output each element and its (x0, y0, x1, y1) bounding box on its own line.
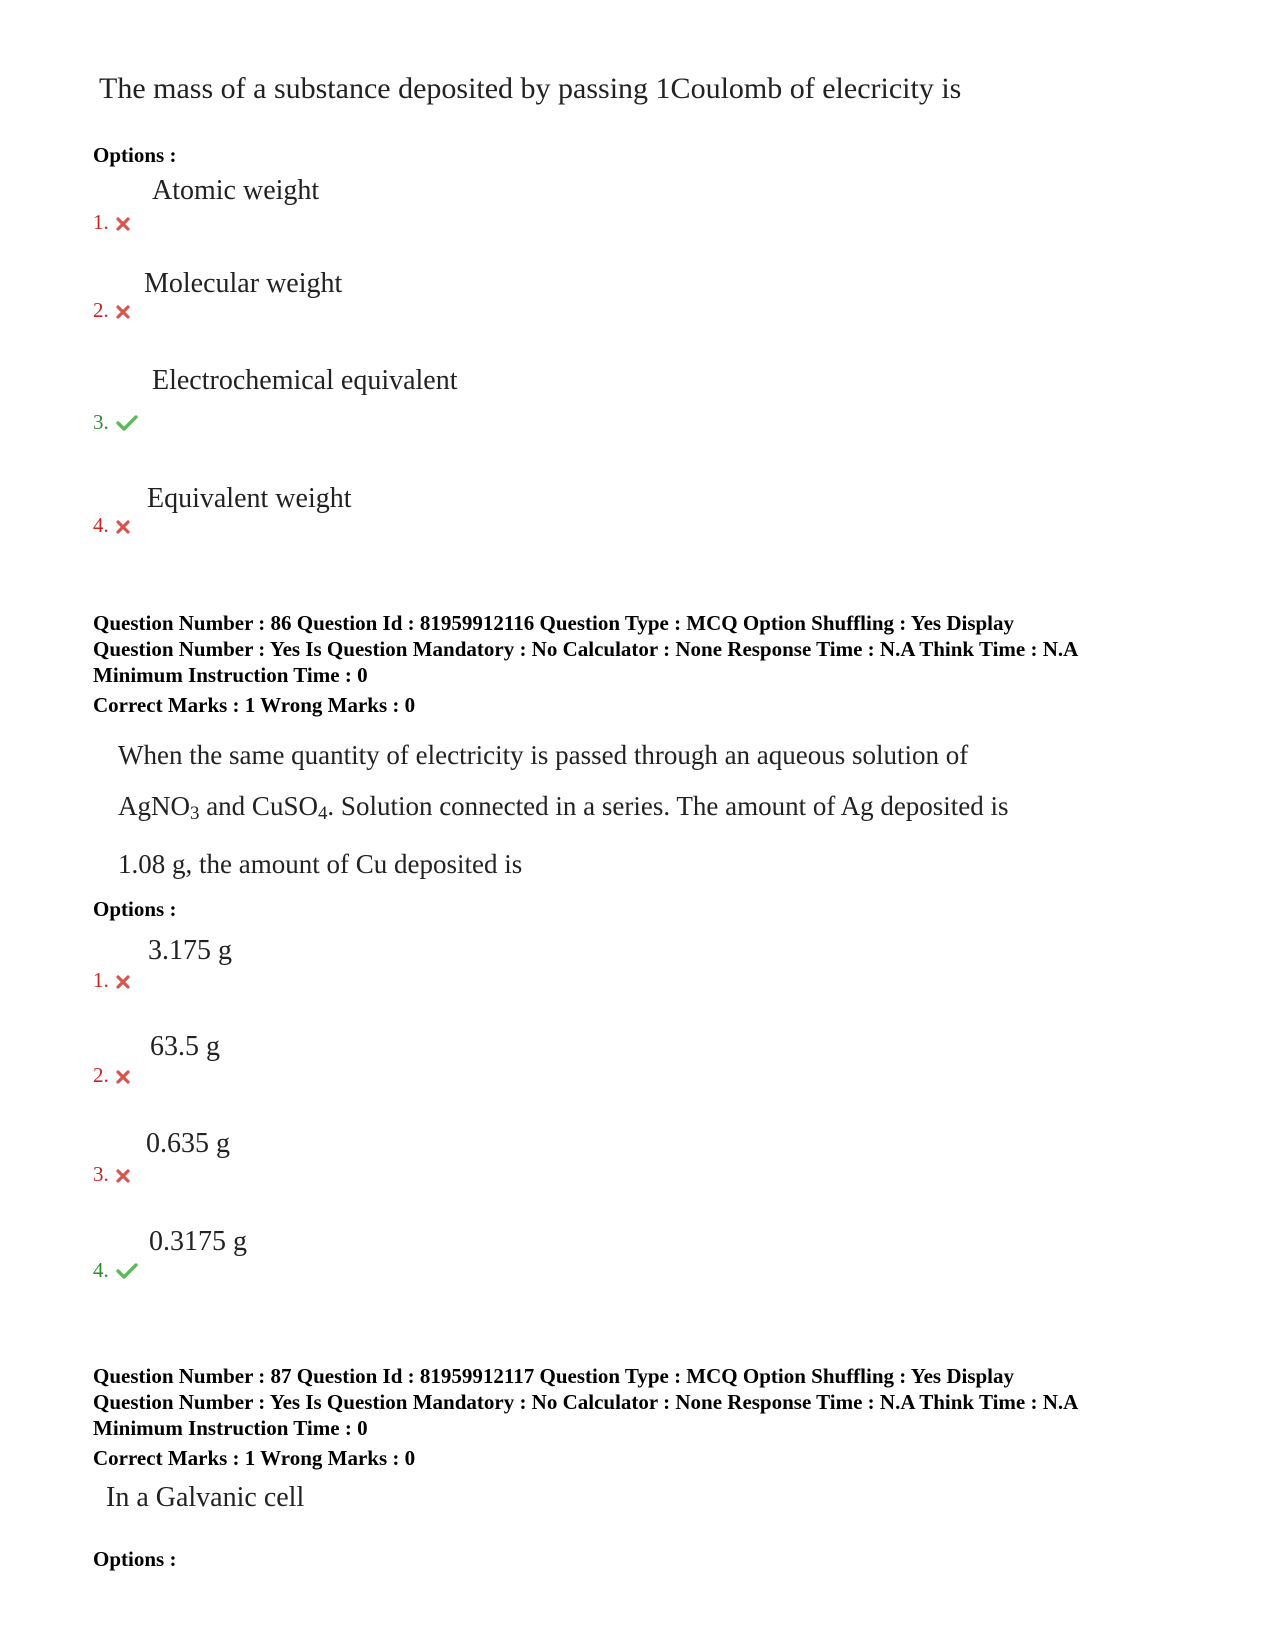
q87-meta-line-1: Question Number : 87 Question Id : 81959912117 Question Type : MCQ Option Shuffling : Yes Display (93, 1364, 1015, 1388)
q85-option-1-text: Atomic weight (152, 175, 320, 206)
q86-question-text (118, 730, 1118, 890)
q86-meta (93, 610, 1193, 688)
q86-option-3-text: 0.635 g (146, 1128, 230, 1159)
option-number: 4. (93, 513, 109, 537)
q86-meta-line-1: Question Number : 86 Question Id : 81959912116 Question Type : MCQ Option Shuffling : Yes Display (93, 611, 1015, 635)
q86-question-line-2: AgNO$_3$ and CuSO$_4$. Solution connected in a series. The amount of Ag deposited is (118, 791, 1009, 824)
q86-option-4-text: 0.3175 g (149, 1226, 247, 1257)
q86-options-label: Options : (93, 897, 177, 921)
q86-option-1 (93, 968, 130, 995)
q85-option-1 (93, 210, 130, 237)
wrong-cross-icon (116, 300, 130, 325)
q87-meta-line-3: Minimum Instruction Time : 0 (93, 1416, 368, 1440)
q85-question-text: The mass of a substance deposited by passing 1Coulomb of elecricity is (99, 72, 962, 105)
correct-check-icon (116, 1260, 138, 1285)
q86-marks: Correct Marks : 1 Wrong Marks : 0 (93, 693, 416, 717)
q87-meta (93, 1363, 1193, 1441)
q86-option-3 (93, 1162, 130, 1189)
q86-option-2-text: 63.5 g (150, 1031, 220, 1062)
wrong-cross-icon (116, 970, 130, 995)
option-number: 4. (93, 1258, 109, 1282)
option-number: 1. (93, 968, 109, 992)
q85-option-3-text: Electrochemical equivalent (152, 365, 458, 396)
option-number: 3. (93, 410, 109, 434)
q86-option-2 (93, 1063, 130, 1090)
wrong-cross-icon (116, 1065, 130, 1090)
option-number: 2. (93, 1063, 109, 1087)
correct-check-icon (116, 412, 138, 437)
option-number: 2. (93, 298, 109, 322)
q85-option-2-text: Molecular weight (144, 268, 343, 299)
q87-question-text: In a Galvanic cell (106, 1482, 305, 1513)
q86-meta-line-3: Minimum Instruction Time : 0 (93, 663, 368, 687)
q86-option-4 (93, 1258, 138, 1285)
q85-option-4 (93, 513, 130, 540)
q86-question-line-1: When the same quantity of electricity is passed through an aqueous solution of (118, 740, 969, 770)
q86-meta-line-2: Question Number : Yes Is Question Mandatory : No Calculator : None Response Time : N.A Think Time : N.A (93, 637, 1079, 661)
q87-meta-line-2: Question Number : Yes Is Question Mandatory : No Calculator : None Response Time : N.A Think Time : N.A (93, 1390, 1079, 1414)
wrong-cross-icon (116, 1164, 130, 1189)
q85-options-label: Options : (93, 143, 177, 167)
q87-options-label: Options : (93, 1547, 177, 1571)
wrong-cross-icon (116, 515, 130, 540)
option-number: 1. (93, 210, 109, 234)
q86-question-line-3: 1.08 g, the amount of Cu deposited is (118, 849, 523, 879)
q85-option-3 (93, 410, 138, 437)
option-number: 3. (93, 1162, 109, 1186)
wrong-cross-icon (116, 212, 130, 237)
q85-option-2 (93, 298, 130, 325)
q86-option-1-text: 3.175 g (148, 935, 232, 966)
q87-marks: Correct Marks : 1 Wrong Marks : 0 (93, 1446, 416, 1470)
q85-option-4-text: Equivalent weight (147, 483, 352, 514)
